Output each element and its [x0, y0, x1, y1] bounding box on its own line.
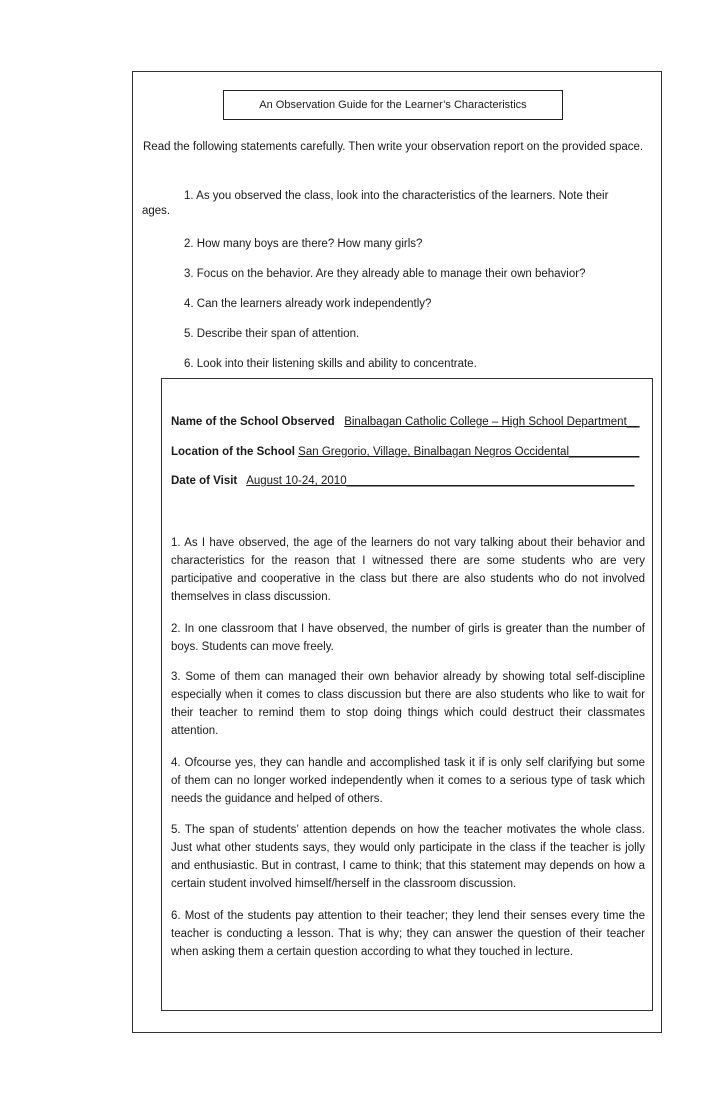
location-value: San Gregorio, Village, Binalbagan Negros Occidental___________ [298, 446, 640, 458]
school-label: Name of the School Observed [171, 416, 335, 428]
answer-3: 3. Some of them can managed their own behavior already by showing total self-discipline especially when it comes to class discussion but there are also students who like to wait for their teacher to remind them to stop doing things which could destruct their classmates attention. [171, 671, 645, 737]
question-3: 3. Focus on the behavior. Are they already able to manage their own behavior? [184, 268, 586, 280]
question-6: 6. Look into their listening skills and ability to concentrate. [184, 358, 477, 370]
question-1-wrap: ages. [142, 205, 171, 217]
instruction-text: Read the following statements carefully. Then write your observation report on the provided space. [143, 141, 644, 153]
school-field [171, 416, 640, 428]
question-1: 1. As you observed the class, look into the characteristics of the learners. Note their [184, 190, 609, 202]
document-page [132, 71, 662, 1033]
date-field [171, 475, 634, 487]
question-4: 4. Can the learners already work independently? [184, 298, 432, 310]
observation-report-box [161, 378, 653, 1011]
answer-6: 6. Most of the students pay attention to their teacher; they lend their senses every time the teacher is conducting a lesson. That is why; they can answer the question of their teacher when asking them a certain question according to what they touched in lecture. [171, 910, 645, 958]
answer-1: 1. As I have observed, the age of the learners do not vary talking about their behavior and characteristics for the reason that I witnessed there are some students who are very participative and cooperative in the class but there are also students who do not involved themselves in class discussion. [171, 537, 645, 603]
date-label: Date of Visit [171, 475, 238, 487]
answer-4: 4. Ofcourse yes, they can handle and accomplished task it if is only self clarifying but some of them can no longer worked independently when it comes to a serious type of task which needs the guidance and helped of others. [171, 757, 645, 805]
location-field [171, 446, 639, 458]
answer-5: 5. The span of students’ attention depends on how the teacher motivates the whole class. Just what other students says, they would only participate in the class if the teacher is jolly and enthusiastic. But in contrast, I came to think; that this statement may depends on how a certain student involved himself/herself in the classroom discussion. [171, 824, 645, 890]
answer-2: 2. In one classroom that I have observed, the number of girls is greater than the number of boys. Students can move freely. [171, 623, 645, 653]
date-value: August 10-24, 2010_____________________________________________ [246, 475, 635, 487]
question-2: 2. How many boys are there? How many girls? [184, 238, 423, 250]
school-value: Binalbagan Catholic College – High School Department__ [344, 416, 640, 428]
question-5: 5. Describe their span of attention. [184, 328, 360, 340]
location-label: Location of the School [171, 446, 295, 458]
document-title: An Observation Guide for the Learner’s Characteristics [223, 90, 563, 120]
